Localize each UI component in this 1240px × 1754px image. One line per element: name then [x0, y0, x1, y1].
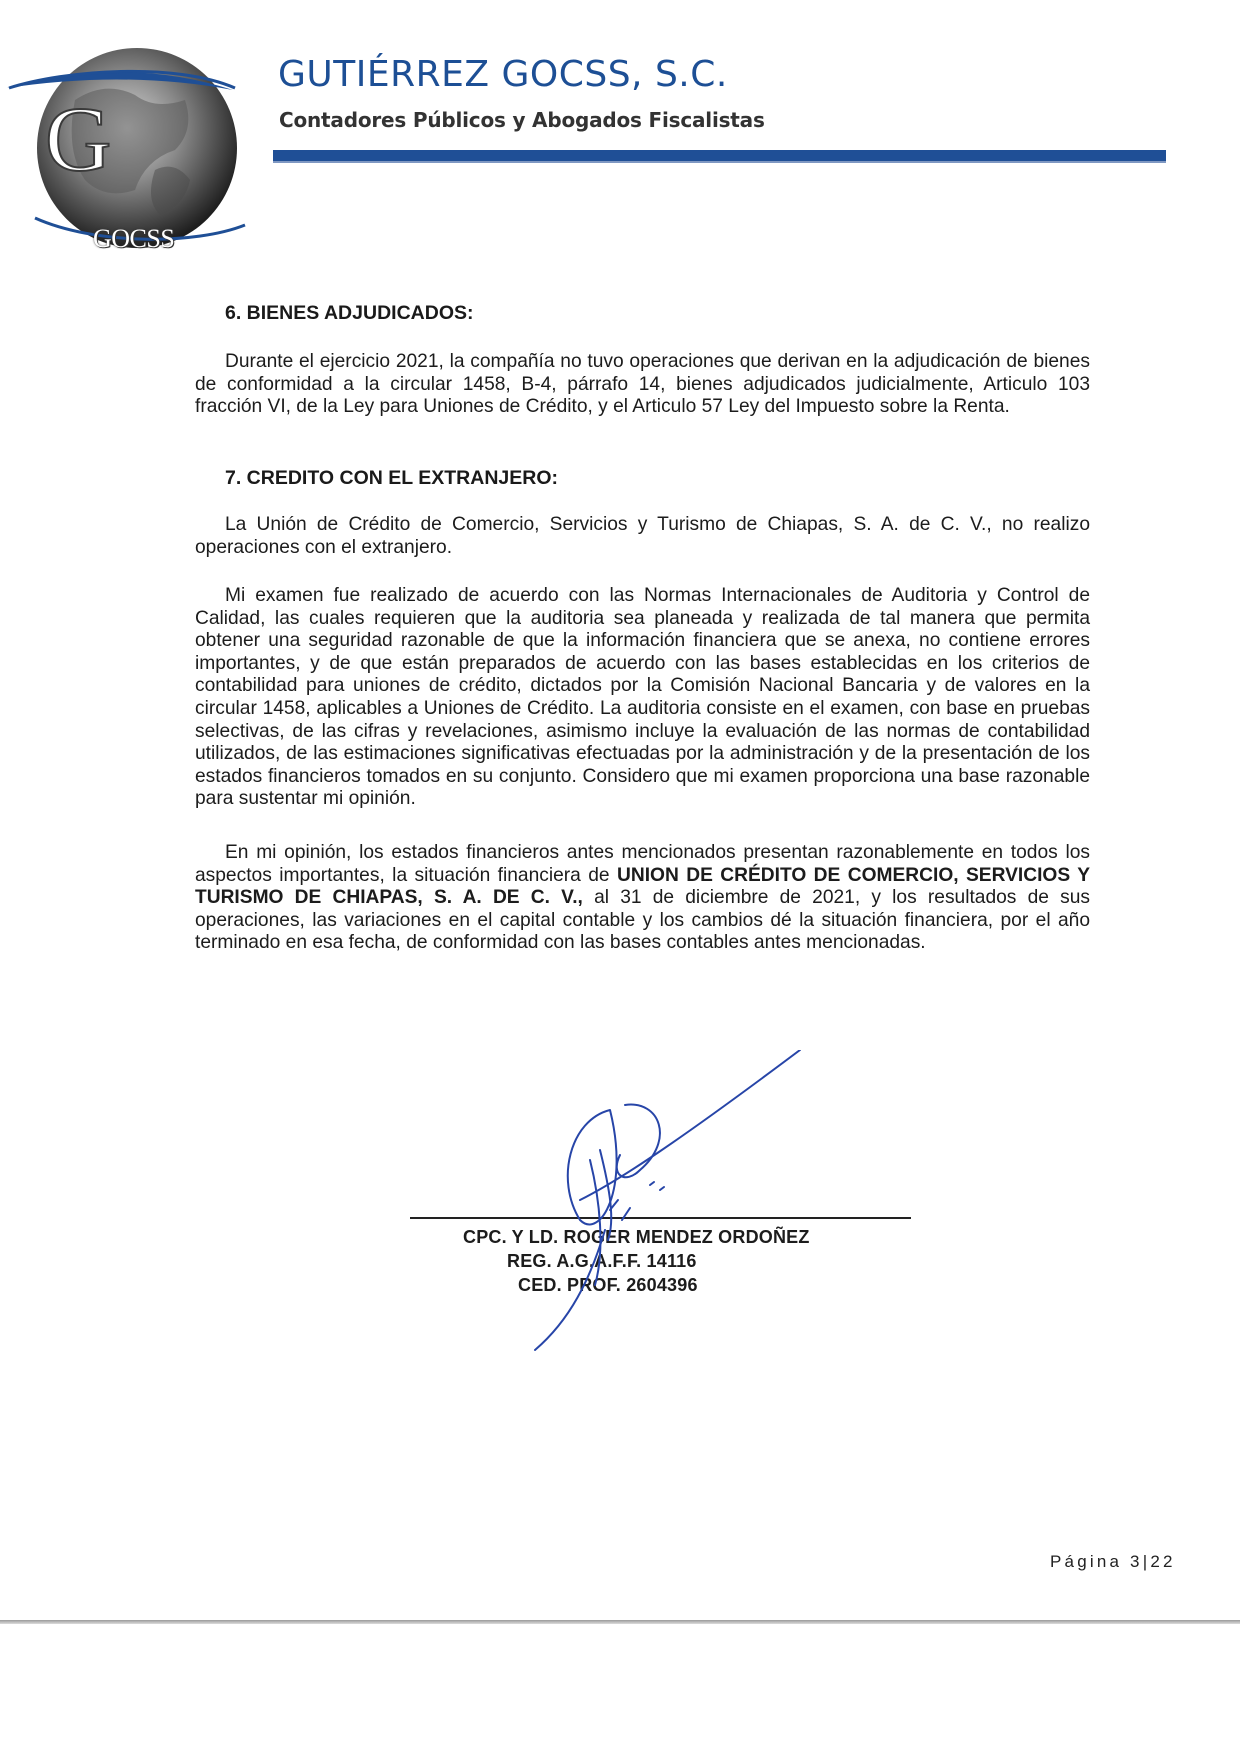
- svg-text:G: G: [45, 88, 112, 190]
- globe-logo-icon: [5, 40, 250, 250]
- handwritten-signature: [460, 1050, 820, 1360]
- section-body-bienes: [195, 351, 1090, 419]
- paragraph-credito: La Unión de Crédito de Comercio, Servicios y Turismo de Chiapas, S. A. de C. V., no realizo operaciones con el extranjero.: [195, 514, 1090, 558]
- paragraph-examen: Mi examen fue realizado de acuerdo con las Normas Internacionales de Auditoria y Control de Calidad, las cuales requieren que la auditoria sea planeada y realizada de tal manera que permita obtener una seguridad razonable de que la información financiera que se anexa, no contiene errores importantes, y de que están preparados de acuerdo con las bases establecidas en los criterios de contabilidad para uniones de crédito, dictados por la Comisión Nacional Bancaria y de valores en la circular 1458, aplicables a Uniones de Crédito. La auditoria consiste en el examen, con base en pruebas selectivas, de las cifras y revelaciones, asimismo incluye la evaluación de las normas de contabilidad utilizados, de las estimaciones significativas efectuadas por la administración y de la presentación de los estados financieros tomados en su conjunto. Considero que mi examen proporciona una base razonable para sustentar mi opinión.: [195, 585, 1090, 810]
- signature-line: [410, 1217, 911, 1219]
- page-bottom-edge: [0, 1620, 1240, 1624]
- opinion-text-start: En mi opinión, los estados financieros antes mencionados presentan razonablemente en todos los aspectos importantes, la situación financiera de: [195, 842, 1090, 886]
- header-divider-bar: [273, 150, 1166, 161]
- page-number: Página 3|22: [1050, 1552, 1176, 1571]
- section-heading-credito: 7. CREDITO CON EL EXTRANJERO:: [225, 467, 558, 489]
- opinion-text-end: al 31 de diciembre de 2021, y los resultados de sus operaciones, las variaciones en el capital contable y los cambios dé la situación financiera, por el año terminado en esa fecha, de conformidad con las bases contables antes mencionadas.: [195, 887, 1090, 954]
- firm-logo: [5, 40, 250, 253]
- section-body-opinion: [195, 842, 1090, 955]
- firm-name: GUTIÉRREZ GOCSS, S.C.: [278, 54, 728, 95]
- scan-background: [0, 1624, 1240, 1754]
- section-body-examen: [195, 585, 1090, 811]
- section-body-credito: [195, 514, 1090, 559]
- signer-professional-id: CED. PROF. 2604396: [518, 1275, 698, 1295]
- paragraph-opinion: [195, 842, 1090, 955]
- opinion-entity-name: UNION DE CRÉDITO DE COMERCIO, SERVICIOS Y TURISMO DE CHIAPAS, S. A. DE C. V.,: [195, 864, 1091, 909]
- signer-name: CPC. Y LD. ROGER MENDEZ ORDOÑEZ: [463, 1227, 810, 1247]
- firm-subtitle: Contadores Públicos y Abogados Fiscalistas: [279, 108, 765, 132]
- section-heading-bienes: 6. BIENES ADJUDICADOS:: [225, 302, 474, 324]
- logo-caption: GOCSS: [93, 224, 175, 253]
- signer-registration: REG. A.G.A.F.F. 14116: [507, 1251, 697, 1271]
- paragraph-bienes: Durante el ejercicio 2021, la compañía no tuvo operaciones que derivan en la adjudicación de bienes de conformidad a la circular 1458, B-4, párrafo 14, bienes adjudicados judicialmente, Articulo 103 fracción VI, de la Ley para Uniones de Crédito, y el Articulo 57 Ley del Impuesto sobre la Renta.: [195, 351, 1090, 418]
